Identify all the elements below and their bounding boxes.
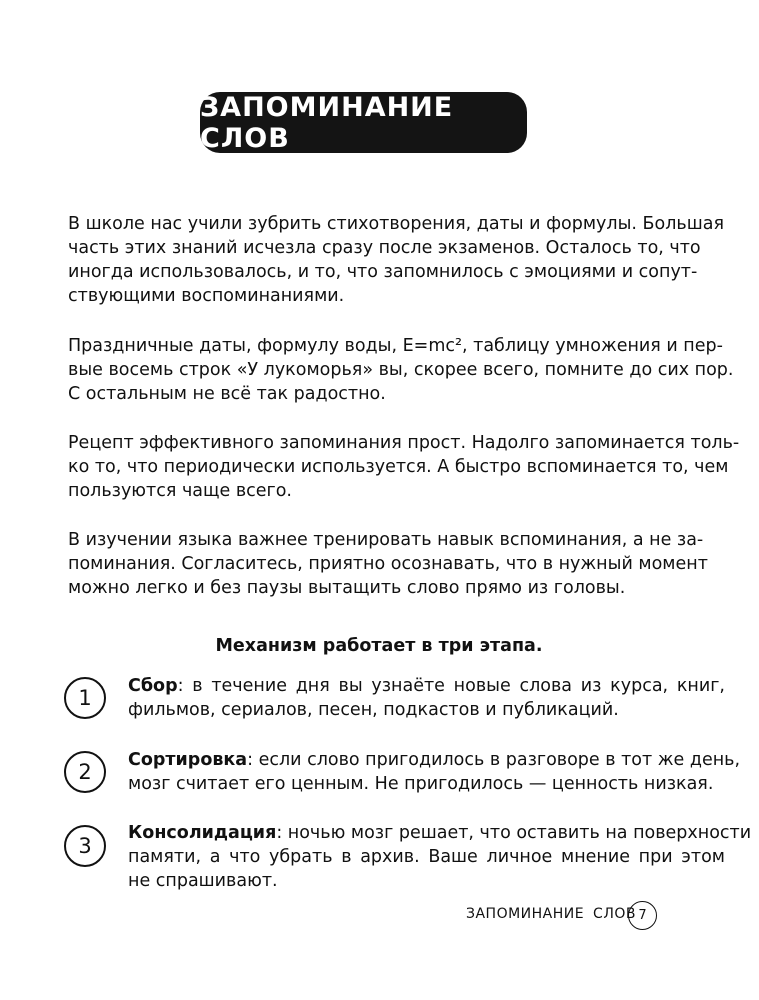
paragraph-2 (68, 334, 734, 406)
step-term: Сбор (128, 676, 178, 696)
step-term: Сортировка (128, 750, 248, 770)
text-line: вые восемь строк «У лукоморья» вы, скорее всего, помните до сих пор. (68, 360, 734, 380)
text-line: поминания. Согласитесь, приятно осознавать, что в нужный момент (68, 554, 708, 574)
step-number: 2 (78, 760, 92, 784)
paragraph-3 (68, 431, 740, 503)
text-line (128, 748, 741, 772)
step-number-badge (64, 825, 106, 867)
text-line: В школе нас учили зубрить стихотворения, даты и формулы. Большая (68, 214, 725, 234)
text-line: Рецепт эффективного запоминания прост. Надолго запоминается толь- (68, 433, 740, 453)
text-line: фильмов, сериалов, песен, подкастов и публикаций. (128, 700, 619, 720)
text-line: можно легко и без паузы вытащить слово прямо из головы. (68, 578, 626, 598)
text-line: пользуются чаще всего. (68, 481, 292, 501)
text-line: С остальным не всё так радостно. (68, 384, 386, 404)
chapter-title-banner (200, 92, 527, 153)
step-description: : ночью мозг решает, что оставить на поверхности (276, 823, 752, 843)
step-number-badge (64, 751, 106, 793)
text-line: часть этих знаний исчезла сразу после экзаменов. Осталось то, что (68, 238, 701, 258)
text-line: памяти, а что убрать в архив. Ваше личное мнение при этом (128, 847, 725, 867)
step-description: : в течение дня вы узнаёте новые слова из курса, книг, (177, 676, 725, 696)
step-text (128, 748, 741, 796)
text-line (128, 821, 752, 845)
text-line: Праздничные даты, формулу воды, E=mc², таблицу умножения и пер- (68, 336, 723, 356)
paragraph-1 (68, 212, 725, 308)
chapter-title: ЗАПОМИНАНИЕ СЛОВ (200, 91, 454, 154)
page-number: 7 (638, 908, 647, 923)
text-line: мозг считает его ценным. Не пригодилось — ценность низкая. (128, 774, 714, 794)
step-text (128, 821, 752, 893)
paragraph-4 (68, 528, 708, 600)
page-number-badge (628, 901, 657, 930)
text-line: не спрашивают. (128, 871, 278, 891)
running-footer-title: ЗАПОМИНАНИЕ СЛОВ (466, 906, 636, 922)
text-line: иногда использовалось, и то, что запомнилось с эмоциями и сопут- (68, 262, 698, 282)
step-number: 3 (78, 834, 92, 858)
step-term: Консолидация (128, 823, 277, 843)
step-description: : если слово пригодилось в разговоре в тот же день, (247, 750, 741, 770)
text-line (128, 674, 725, 698)
step-number-badge (64, 677, 106, 719)
steps-heading: Механизм работает в три этапа. (215, 636, 543, 656)
text-line: ко то, что периодически используется. А быстро вспоминается то, чем (68, 457, 729, 477)
step-text (128, 674, 725, 722)
text-line: ствующими воспоминаниями. (68, 286, 345, 306)
text-line: В изучении языка важнее тренировать навык вспоминания, а не за- (68, 530, 704, 550)
step-number: 1 (78, 686, 92, 710)
